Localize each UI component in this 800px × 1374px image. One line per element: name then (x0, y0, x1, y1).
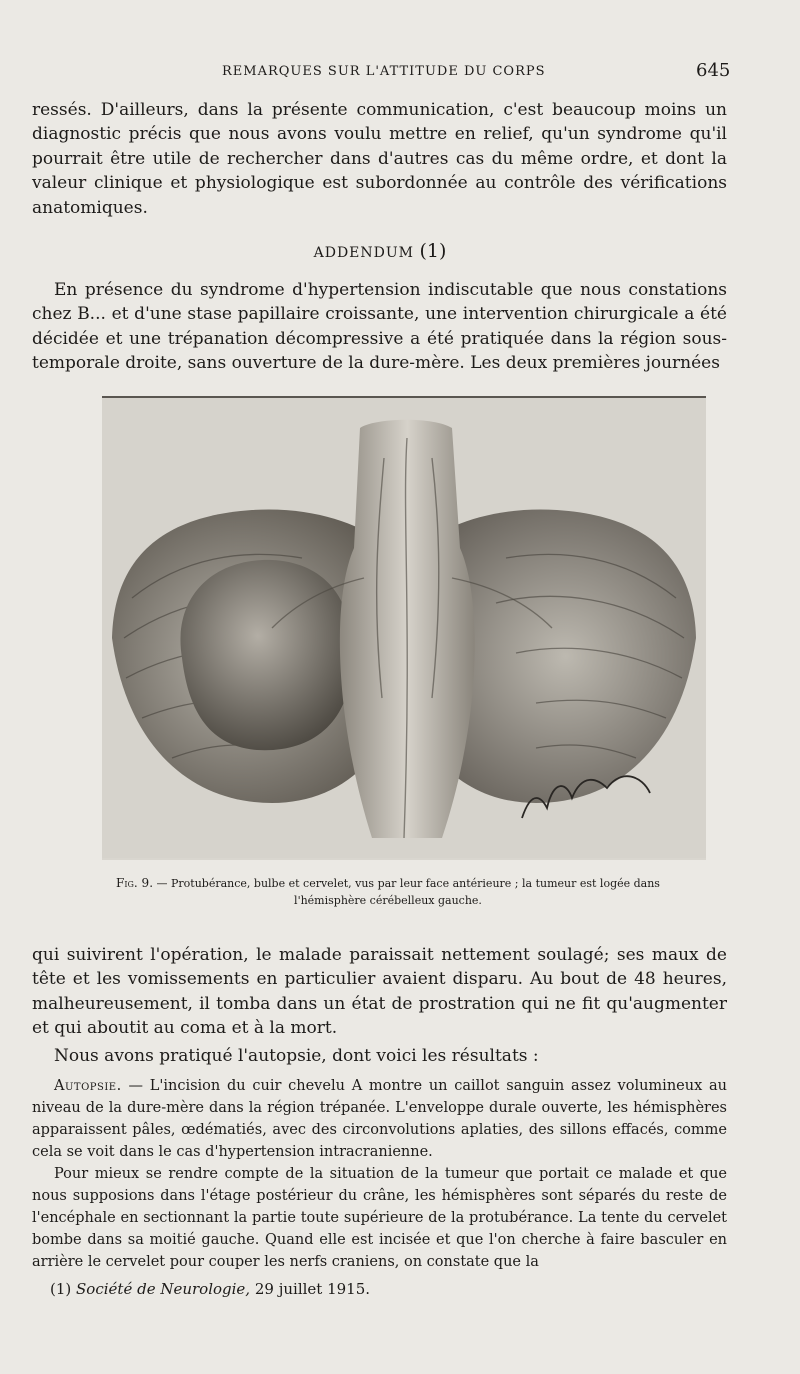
paragraph-surgery: En présence du syndrome d'hypertension indiscutable que nous constations chez B... et d'une stase papillaire croissante, une intervention chirurgicale a été décidée et une trépanation décompressive a été pratiquée dans la région sous-temporale droite, sans ouverture de la dure-mère. Les deux premières journées (32, 280, 727, 374)
brain-photograph (102, 396, 706, 860)
tumor-mass (180, 560, 352, 750)
brainstem-cerebellum-illustration (102, 398, 706, 858)
footnote-source: Société de Neurologie, (76, 1280, 251, 1298)
addendum-heading (0, 240, 760, 262)
page-number: 645 (696, 60, 731, 81)
footnote-marker: (1) (50, 1280, 72, 1298)
running-title: REMARQUES SUR L'ATTITUDE DU CORPS (222, 64, 546, 79)
running-header (0, 60, 800, 84)
addendum-title: ADDENDUM (313, 245, 414, 261)
paragraph-postop: qui suivirent l'opération, le malade paraissait nettement soulagé; ses maux de tête et les vomissements en particulier avaient disparu. Au bout de 48 heures, malheureusement, il tomba dans un état de prostration qui ne fit qu'augmenter et qui aboutit au coma et à la mort. (32, 945, 727, 1039)
figure-label: Fig. 9. (116, 876, 154, 890)
figure-caption (88, 875, 688, 909)
paragraph-intro: ressés. D'ailleurs, dans la présente communication, c'est beaucoup moins un diagnostic précis que nous avons voulu mettre en relief, qu'un syndrome qu'il pourrait être utile de rechercher dans d'autres cas du même ordre, et dont la valeur clinique et physiologique est subordonnée au contrôle des vérifications anatomiques. (32, 100, 727, 218)
paragraph-autopsy-findings (32, 1075, 727, 1273)
footnote (50, 1280, 370, 1298)
addendum-footnote-ref: (1) (419, 240, 447, 262)
paragraph-autopsy-intro: Nous avons pratiqué l'autopsie, dont voici les résultats : (54, 1046, 539, 1066)
autopsy-continuation: Pour mieux se rendre compte de la situation de la tumeur que portait ce malade et que nous supposions dans l'étage postérieur du crâne, les hémisphères sont séparés du reste de l'encéphale en sectionnant la partie toute supérieure de la protubérance. La tente du cervelet bombe dans sa moitié gauche. Quand elle est incisée et que l'on cherche à faire basculer en arrière le cervelet pour couper les nerfs craniens, on constate que la (32, 1166, 727, 1270)
autopsy-findings-text: — L'incision du cuir chevelu A montre un caillot sanguin assez volumineux au niveau de la dure-mère dans la région trépanée. L'enveloppe durale ouverte, les hémisphères apparaissent pâles, œdématiés, avec des circonvolutions aplaties, des sillons effacés, comme cela se voit dans le cas d'hypertension intracranienne. (32, 1078, 727, 1160)
figure-caption-text: — Protubérance, bulbe et cervelet, vus par leur face antérieure ; la tumeur est logée dans l'hémisphère cérébelleux gauche. (153, 877, 660, 907)
autopsy-label: Autopsie. (54, 1078, 122, 1094)
footnote-date: 29 juillet 1915. (254, 1280, 371, 1298)
